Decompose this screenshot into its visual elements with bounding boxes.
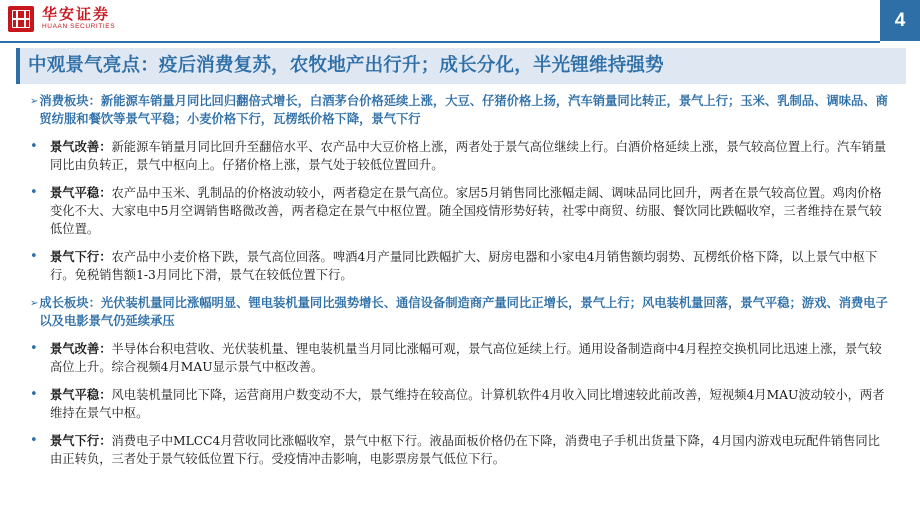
bullet-text: 新能源车销量月同比回升至翻倍水平、农产品中大豆价格上涨，两者处于景气高位继续上行。白酒价格延续上涨，景气较高位置上行。汽车销量同比由负转正，景气中枢向上。仔猪价格上涨，景气处于较低位置回升。 (50, 140, 887, 172)
bullet-icon: • (30, 433, 38, 448)
bullet-label: 景气改善： (50, 139, 112, 154)
bullet-icon: • (30, 341, 38, 356)
growth-section-heading (30, 295, 892, 330)
consumer-heading-text: 消费板块：新能源车销量月同比回归翻倍式增长，白酒茅台价格延续上涨，大豆、仔猪价格上扬，汽车销量同比转正，景气上行；玉米、乳制品、调味品、商贸纺服和餐饮等景气平稳；小麦价格下行，瓦楞纸价格下降，景气下行 (39, 94, 888, 126)
brand-name-cn: 华安证券 (42, 5, 111, 24)
bullet-label: 景气改善： (50, 341, 112, 356)
page-number: 4 (880, 0, 920, 41)
bullet-text: 半导体台积电营收、光伏装机量、锂电装机量当月同比涨幅可观，景气高位延续上行。通用设备制造商中4月程控交换机同比迅速上涨，景气较高位上升。综合视频4月MAU显示景气中枢改善。 (50, 342, 882, 374)
brand-logo (8, 3, 115, 35)
arrow-right-icon: ➢ (30, 96, 39, 107)
brand-name-en: HUAAN SECURITIES (42, 23, 116, 31)
title-accent (16, 48, 20, 84)
slide-content (30, 93, 892, 468)
growth-heading-text: 成长板块：光伏装机量同比涨幅明显、锂电装机量同比强势增长、通信设备制造商产量同比正增长，景气上行；风电装机量回落，景气平稳；游戏、消费电子以及电影景气仍延续承压 (39, 296, 888, 328)
page-title: 中观景气亮点：疫后消费复苏，农牧地产出行升；成长分化，半光锂维持强势 (28, 55, 664, 76)
bullet-text: 农产品中玉米、乳制品的价格波动较小，两者稳定在景气高位。家居5月销售同比涨幅走阔、调味品同比回升，两者在景气较高位置。鸡肉价格变化不大、大家电中5月空调销售略微改善，两者稳定在景气中枢位置。随全国疫情形势好转，社零中商贸、纺服、餐饮同比跌幅收窄，三者维持在景气较低位置。 (50, 186, 882, 236)
bullet-label: 景气下行： (50, 249, 112, 264)
bullet-icon: • (30, 185, 38, 200)
bullet-label: 景气平稳： (50, 185, 112, 200)
list-item (30, 386, 892, 422)
arrow-right-icon: ➢ (30, 298, 39, 309)
bullet-icon: • (30, 139, 38, 154)
list-item (30, 248, 892, 284)
brand-logo-icon (8, 6, 34, 32)
bullet-text: 风电装机量同比下降，运营商用户数变动不大，景气维持在较高位。计算机软件4月收入同比增速较此前改善，短视频4月MAU波动较小，两者维持在景气中枢。 (50, 388, 885, 420)
list-item (30, 340, 892, 376)
bullet-text: 消费电子中MLCC4月营收同比涨幅收窄，景气中枢下行。液晶面板价格仍在下降，消费电子手机出货量下降，4月国内游戏电玩配件销售同比由正转负，三者处于景气较低位置下行。受疫情冲击影响，电影票房景气低位下行。 (50, 434, 880, 466)
bullet-label: 景气平稳： (50, 387, 112, 402)
bullet-text: 农产品中小麦价格下跌，景气高位回落。啤酒4月产量同比跌幅扩大、厨房电器和小家电4月销售额均弱势、瓦楞纸价格下降，以上景气中枢下行。免税销售额1-3月同比下滑，景气在较低位置下行。 (50, 250, 878, 282)
list-item (30, 184, 892, 238)
bullet-icon: • (30, 387, 38, 402)
bullet-icon: • (30, 249, 38, 264)
header-divider (0, 41, 880, 43)
bullet-label: 景气下行： (50, 433, 112, 448)
list-item (30, 432, 892, 468)
consumer-section-heading (30, 93, 892, 128)
list-item (30, 138, 892, 174)
title-banner (16, 48, 906, 84)
